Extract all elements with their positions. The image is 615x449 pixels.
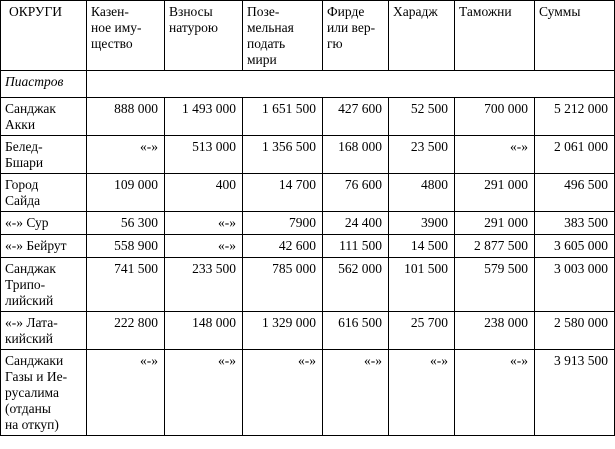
header-cell: ОКРУГИ — [1, 1, 87, 71]
table-cell: 4800 — [389, 174, 455, 212]
table-cell: «-» — [165, 212, 243, 235]
table-cell: 562 000 — [323, 258, 389, 312]
table-cell: 148 000 — [165, 312, 243, 350]
table-cell: 238 000 — [455, 312, 535, 350]
header-cell: Позе- мельная подать мири — [243, 1, 323, 71]
table-cell: 291 000 — [455, 212, 535, 235]
table-row — [1, 174, 615, 212]
table-cell: 14 700 — [243, 174, 323, 212]
district-name: Белед- Бшари — [1, 136, 87, 174]
table-cell: 513 000 — [165, 136, 243, 174]
table-cell: 558 900 — [87, 235, 165, 258]
table-cell: 741 500 — [87, 258, 165, 312]
table-cell: 168 000 — [323, 136, 389, 174]
table-row — [1, 235, 615, 258]
table-cell: «-» — [323, 350, 389, 436]
header-row — [1, 1, 615, 71]
district-name: Санджак Трипо- лийский — [1, 258, 87, 312]
district-name: Санджак Акки — [1, 98, 87, 136]
table-cell: 2 877 500 — [455, 235, 535, 258]
table-cell: 579 500 — [455, 258, 535, 312]
table-cell: «-» — [389, 350, 455, 436]
table-cell: 3 913 500 — [535, 350, 615, 436]
table-cell: «-» — [455, 350, 535, 436]
table-row — [1, 98, 615, 136]
table-cell: 496 500 — [535, 174, 615, 212]
table-cell: 233 500 — [165, 258, 243, 312]
table-cell: 700 000 — [455, 98, 535, 136]
unit-row-blank — [87, 71, 615, 98]
table-cell: 111 500 — [323, 235, 389, 258]
header-cell: Суммы — [535, 1, 615, 71]
table-cell: «-» — [87, 136, 165, 174]
table-cell: «-» — [455, 136, 535, 174]
table-cell: 52 500 — [389, 98, 455, 136]
header-cell: Казен- ное иму- щество — [87, 1, 165, 71]
district-name: «-» Бейрут — [1, 235, 87, 258]
header-cell: Фирде или вер- гю — [323, 1, 389, 71]
unit-label: Пиастров — [1, 71, 87, 98]
table-cell: «-» — [87, 350, 165, 436]
table-row — [1, 312, 615, 350]
header-cell: Харадж — [389, 1, 455, 71]
table-cell: 109 000 — [87, 174, 165, 212]
table-cell: 76 600 — [323, 174, 389, 212]
district-name: «-» Сур — [1, 212, 87, 235]
header-cell: Таможни — [455, 1, 535, 71]
district-name: Санджаки Газы и Ие- русалима (отданы на откуп) — [1, 350, 87, 436]
table-cell: 785 000 — [243, 258, 323, 312]
header-cell: Взносы натурою — [165, 1, 243, 71]
table-cell: 1 356 500 — [243, 136, 323, 174]
table-cell: 1 651 500 — [243, 98, 323, 136]
table-cell: 24 400 — [323, 212, 389, 235]
district-name: Город Сайда — [1, 174, 87, 212]
table-cell: 1 493 000 — [165, 98, 243, 136]
table-cell: 616 500 — [323, 312, 389, 350]
unit-row — [1, 71, 615, 98]
table-cell: 3 605 000 — [535, 235, 615, 258]
table-cell: 42 600 — [243, 235, 323, 258]
table-cell: 101 500 — [389, 258, 455, 312]
table-cell: 5 212 000 — [535, 98, 615, 136]
table-cell: «-» — [165, 350, 243, 436]
table-cell: 400 — [165, 174, 243, 212]
table-cell: 7900 — [243, 212, 323, 235]
table-row — [1, 212, 615, 235]
table-cell: 2 580 000 — [535, 312, 615, 350]
table-cell: 427 600 — [323, 98, 389, 136]
table-cell: 56 300 — [87, 212, 165, 235]
table-row — [1, 350, 615, 436]
table-cell: 25 700 — [389, 312, 455, 350]
table-cell: 888 000 — [87, 98, 165, 136]
table-cell: 3900 — [389, 212, 455, 235]
table-cell: 222 800 — [87, 312, 165, 350]
district-name: «-» Лата- кийский — [1, 312, 87, 350]
table-row — [1, 136, 615, 174]
table-cell: 3 003 000 — [535, 258, 615, 312]
table-cell: «-» — [243, 350, 323, 436]
table-cell: «-» — [165, 235, 243, 258]
table-cell: 1 329 000 — [243, 312, 323, 350]
table-cell: 383 500 — [535, 212, 615, 235]
table-cell: 14 500 — [389, 235, 455, 258]
table-row — [1, 258, 615, 312]
table-cell: 291 000 — [455, 174, 535, 212]
table-cell: 2 061 000 — [535, 136, 615, 174]
table-cell: 23 500 — [389, 136, 455, 174]
